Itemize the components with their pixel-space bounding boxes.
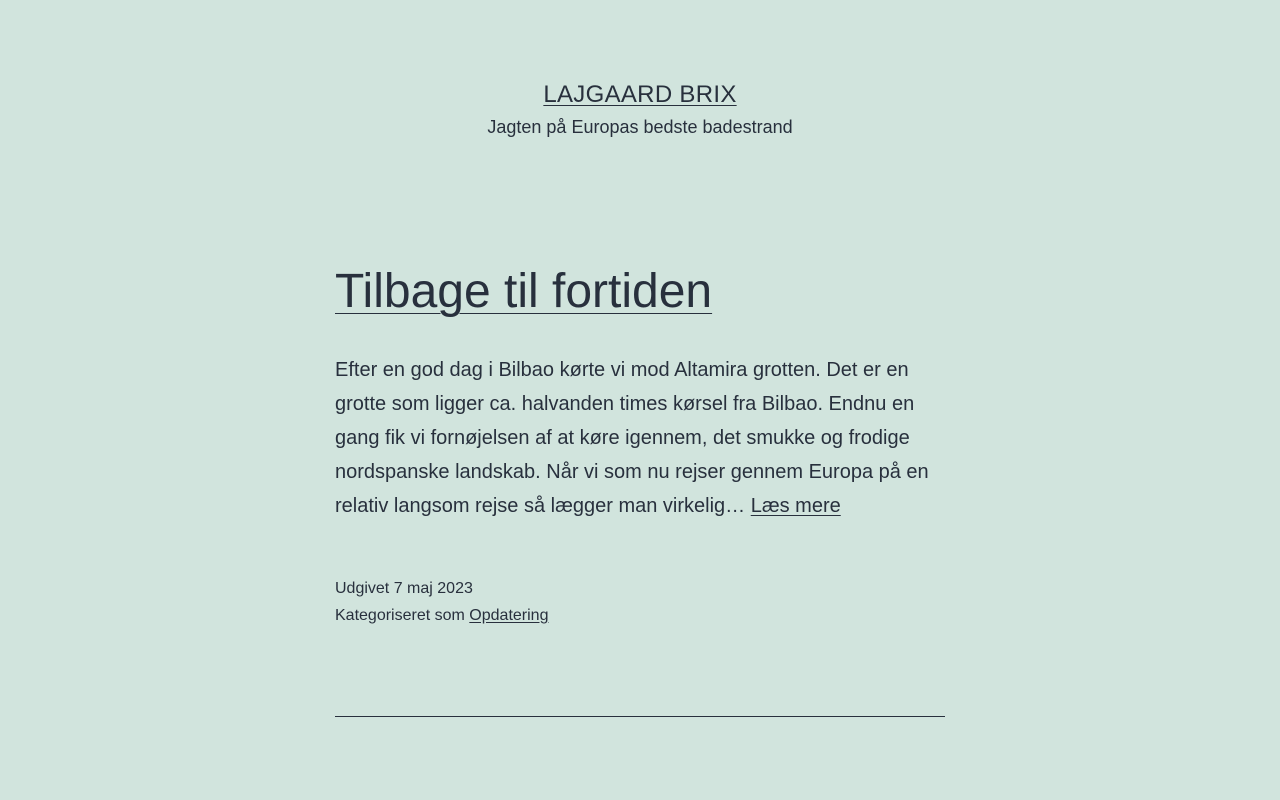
site-title: [0, 80, 1280, 110]
post-published: [335, 575, 945, 602]
post-excerpt: [335, 353, 945, 523]
published-date: 7 maj 2023: [393, 580, 473, 597]
site-description: Jagten på Europas bedste badestrand: [487, 117, 793, 137]
post-title: [335, 262, 1035, 322]
post-category: [335, 602, 945, 629]
category-label: Kategoriseret som: [335, 607, 465, 624]
published-label: Udgivet: [335, 580, 390, 597]
post-excerpt-text: Efter en god dag i Bilbao kørte vi mod Altamira grotten. Det er en grotte som ligger ca. halvanden times kørsel fra Bilbao. Endnu en gang fik vi fornøjelsen af at køre igennem, det smukke og frodige nordspanske landskab. Når vi som nu rejser gennem Europa på en relativ langsom rejse så lægger man virkelig…: [335, 359, 929, 517]
category-link[interactable]: Opdatering: [469, 607, 549, 624]
post-title-link[interactable]: Tilbage til fortiden: [335, 265, 713, 318]
site-title-link[interactable]: LAJGAARD BRIX: [543, 81, 737, 108]
read-more-link[interactable]: Læs mere: [750, 495, 841, 517]
post-meta: [335, 575, 945, 629]
post-separator: [335, 716, 945, 717]
